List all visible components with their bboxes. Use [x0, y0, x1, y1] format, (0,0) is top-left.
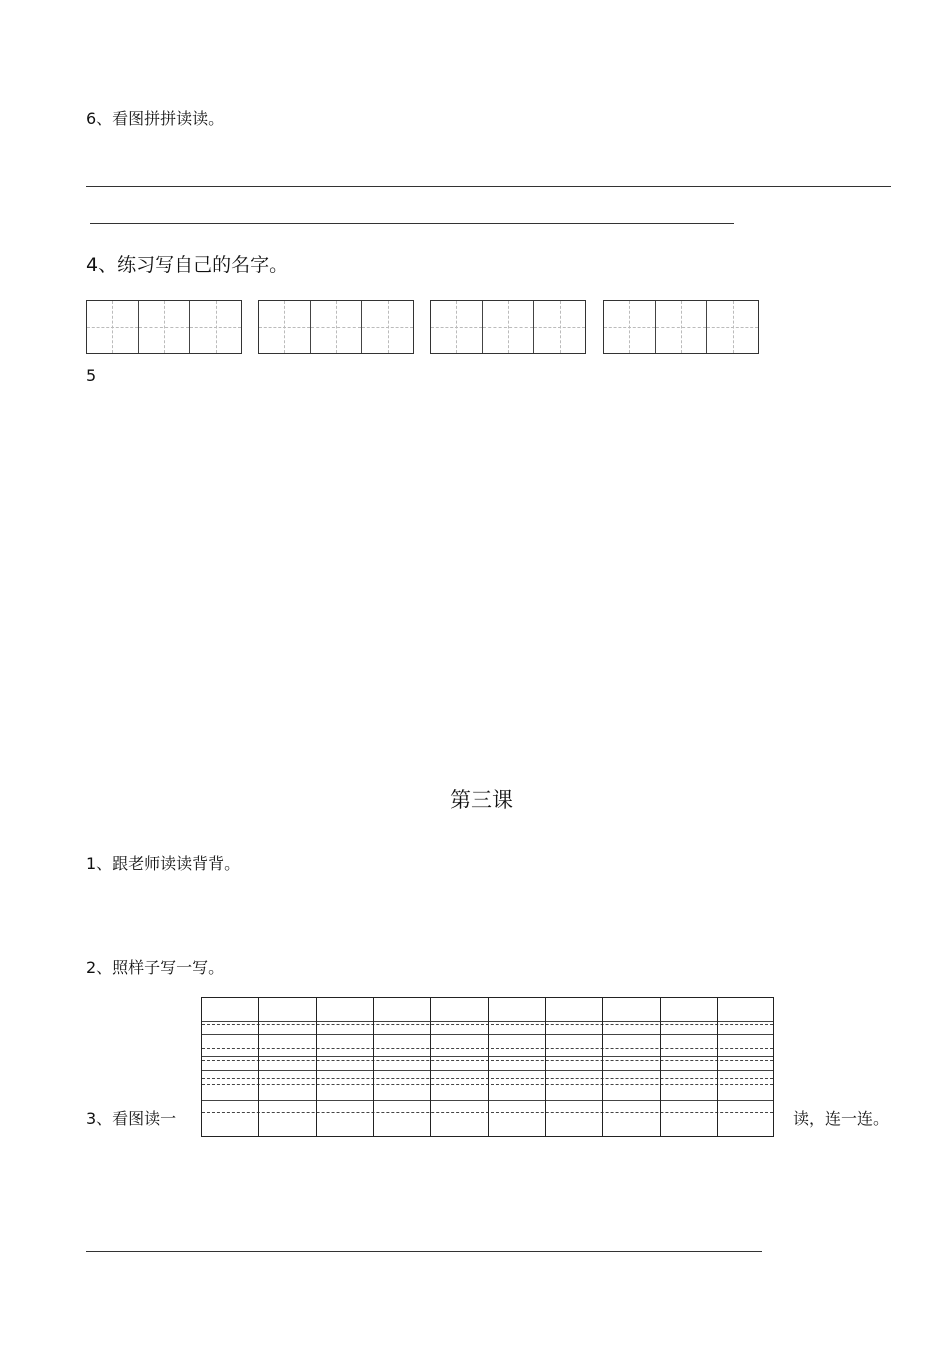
writing-cell[interactable]	[139, 301, 191, 353]
answer-line-1	[86, 186, 891, 187]
writing-cell[interactable]	[431, 301, 483, 353]
writing-cell[interactable]	[656, 301, 708, 353]
question-6-label: 6、看图拼拼读读。	[86, 109, 225, 128]
grid-column-divider	[717, 998, 718, 1136]
writing-cell[interactable]	[190, 301, 241, 353]
name-writing-box-3[interactable]	[430, 300, 586, 354]
grid-column-divider	[316, 998, 317, 1136]
writing-cell[interactable]	[362, 301, 413, 353]
grid-column-divider	[545, 998, 546, 1136]
page-number: 5	[86, 366, 97, 385]
writing-cell[interactable]	[87, 301, 139, 353]
question-2-label: 2、照样子写一写。	[86, 958, 225, 977]
writing-cell[interactable]	[311, 301, 363, 353]
name-writing-box-1[interactable]	[86, 300, 242, 354]
name-writing-box-2[interactable]	[258, 300, 414, 354]
grid-column-divider	[602, 998, 603, 1136]
writing-cell[interactable]	[483, 301, 535, 353]
answer-line-3	[86, 1251, 762, 1252]
question-1-label: 1、跟老师读读背背。	[86, 854, 241, 873]
question-4-label: 4、练习写自己的名字。	[86, 254, 289, 276]
name-writing-box-4[interactable]	[603, 300, 759, 354]
question-3-label-end: 读，连一连。	[793, 1109, 890, 1128]
question-3-label-start: 3、看图读一	[86, 1109, 177, 1128]
grid-column-divider	[430, 998, 431, 1136]
grid-column-divider	[258, 998, 259, 1136]
grid-column-divider	[373, 998, 374, 1136]
writing-cell[interactable]	[707, 301, 758, 353]
grid-column-divider	[488, 998, 489, 1136]
writing-cell[interactable]	[534, 301, 585, 353]
lesson-title: 第三课	[450, 788, 513, 812]
writing-cell[interactable]	[259, 301, 311, 353]
writing-cell[interactable]	[604, 301, 656, 353]
writing-practice-grid[interactable]	[201, 997, 774, 1137]
grid-column-divider	[660, 998, 661, 1136]
answer-line-2	[90, 223, 734, 224]
